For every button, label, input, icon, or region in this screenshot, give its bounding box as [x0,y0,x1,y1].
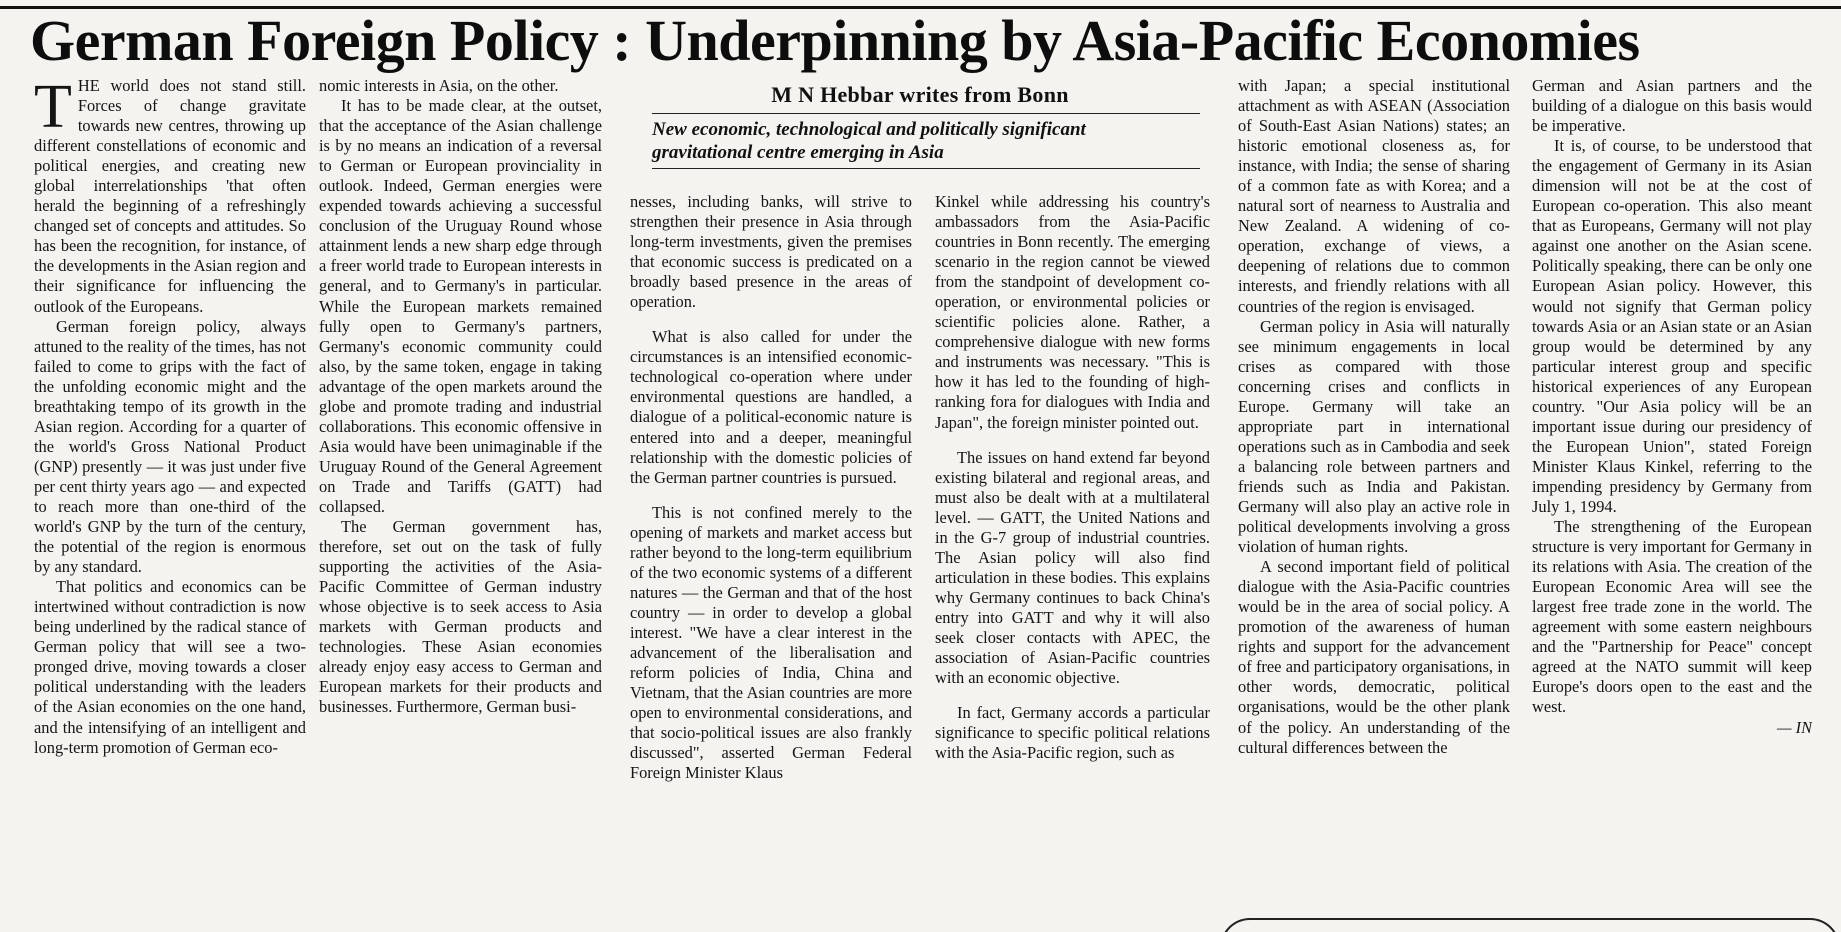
col5-paragraph-3: A second important field of political dialogue with the Asia-Pacific countries would be in the area of social policy. A promotion of the awareness of human rights and support for the advancement of free and participatory organisations, in other words, democratic, political organisations, would be the other plank of the policy. An understanding of the cultural differences between the [1238,557,1510,757]
col5-paragraph-2: German policy in Asia will naturally see minimum engagements in local crises as compared with those concerning crises and conflicts in Europe. Germany will take an appropriate part in international operations such as in Cambodia and seek a balancing role between partners and friends such as India and Pakistan. Germany will also play an active role in political developments involving a gross violation of human rights. [1238,316,1510,557]
col3-paragraph-2: What is also called for under the circumstances is an intensified economic-technological co-operation where under environmental questions are handled, a dialogue of a political-economic nature is entered into and a deeper, meaningful relationship with the domestic policies of the German partner countries is pursued. [630,327,912,487]
col6-paragraph-3: The strengthening of the European structure is very important for Germany in its relations with Asia. The creation of the European Economic Area will see the largest free trade zone in the world. The agreement with some eastern neighbours and the "Partnership for Peace" concept agreed at the NATO summit will keep Europe's doors open to the east and the west. [1532,517,1812,717]
col6-paragraph-1: German and Asian partners and the building of a dialogue on this basis would be imperative. [1532,76,1812,136]
col1-paragraph-1 [34,76,306,317]
headline: German Foreign Policy : Underpinning by Asia-Pacific Economies [30,8,1640,73]
col4-paragraph-2: The issues on hand extend far beyond existing bilateral and regional areas, and must also be dealt with at a multilateral level. — GATT, the United Nations and in the G-7 group of industrial countries. The Asian policy will also find articulation in these bodies. This explains why Germany continues to back China's entry into GATT and why it will also seek closer contacts with APEC, the association of Asian-Pacific countries with an economic objective. [935,447,1210,688]
col1-paragraph-3: That politics and economics can be intertwined without contradiction is now being underlined by the radical stance of German policy that will see a two-pronged drive, moving towards a closer political understanding with the leaders of the Asian economies on the one hand, and the intensifying of an intelligent and long-term promotion of German eco- [34,577,306,757]
col4-paragraph-1: Kinkel while addressing his country's ambassadors from the Asia-Pacific countries in Bonn recently. The emerging scenario in the region cannot be viewed from the standpoint of development co-operation, or environmental policies or scientific policies alone. Rather, a comprehensive dialogue with new forms and instruments was necessary. "This is how it has led to the founding of high-ranking fora for dialogues with India and Japan", the foreign minister pointed out. [935,192,1210,432]
column-5 [1238,76,1510,932]
drop-cap: T [34,76,72,141]
col1-paragraph-1-text: HE world does not stand still. Forces of change gravitate towards new centres, throwing up different constellations of economic and political energies, and creating new global interrelationships 'that often herald the beginning of a refreshingly changed set of concepts and attitudes. So has been the recognition, for instance, of the developments in the Asian region and their significance for influencing the outlook of the Europeans. [34,76,306,316]
column-4 [935,192,1210,932]
col5-paragraph-1: with Japan; a special institutional attachment as with ASEAN (Association of South-East Asian Nations) states; an historic emotional closeness as, for instance, with India; the sense of sharing of a common fate as with Korea; and a natural sort of nearness to Australia and New Zealand. A widening of co-operation, exchange of views, a deepening of relations due to common interests, and friendly relations with all countries of the region is envisaged. [1238,76,1510,316]
byline-rule-bottom [652,168,1200,169]
column-6 [1532,76,1812,932]
col3-paragraph-3: This is not confined merely to the opening of markets and market access but rather beyond to the long-term equilibrium of the two economic systems of a different natures — the German and that of the host country — in order to develop a global interest. "We have a clear interest in the advancement of the liberalisation and reform policies of India, China and Vietnam, that the Asian countries are more open to environmental considerations, and that socio-political issues are also frankly discussed", asserted German Federal Foreign Minister Klaus [630,502,912,783]
byline: M N Hebbar writes from Bonn [771,82,1069,107]
col2-paragraph-1: nomic interests in Asia, on the other. [319,76,559,95]
col1-paragraph-2: German foreign policy, always attuned to the reality of the times, has not failed to come to grips with the fact of the unfolding economic might and the breathtaking tempo of its growth in the Asian region. According for a quarter of the world's Gross National Product (GNP) presently — it was just under five per cent thirty years ago — and expected to reach more than one-third of the world's GNP by the turn of the century, the potential of the region is enormous by any standard. [34,316,306,577]
byline-box [640,80,1200,175]
signature: — IN [1776,717,1812,737]
deck: New economic, technological and politically significant gravitational centre emerging in Asia [652,119,1086,163]
column-1 [34,76,306,932]
col6-paragraph-2: It is, of course, to be understood that the engagement of Germany in its Asian dimension will not be at the cost of European co-operation. This also meant that as Europeans, Germany will not play against one another on the Asian scene. Politically speaking, there can be only one European Asian policy. However, this would not signify that German policy towards Asia or an Asian state or an Asian group would be determined by any particular interest group and specific historical experiences of any European country. "Our Asia policy will be an important issue during our presidency of the European Union", stated Foreign Minister Klaus Kinkel, referring to the impending presidency by Germany from July 1, 1994. [1532,136,1812,516]
col2-paragraph-2: It has to be made clear, at the outset, that the acceptance of the Asian challenge is by no means an indication of a reversal to German or European provinciality in outlook. Indeed, German energies were expended towards achieving a successful conclusion of the Uruguay Round whose attainment lends a new sharp edge through a freer world trade to European interests in general, and to Germany's in particular. While the European markets remained fully open to Germany's partners, Germany's economic community could also, by the same token, engage in taking advantage of the open markets around the globe and promote trading and industrial collaborations. This economic offensive in Asia would have been unimaginable if the Uruguay Round of the General Agreement on Trade and Tariffs (GATT) had collapsed. [319,96,602,516]
col4-paragraph-3: In fact, Germany accords a particular significance to specific political relations with the Asia-Pacific region, such as [935,703,1210,763]
column-2 [319,76,602,932]
col2-paragraph-3: The German government has, therefore, set out on the task of fully supporting the activities of the Asia-Pacific Committee of German industry whose objective is to seek access to Asia markets with German products and technologies. These Asian economies already enjoy easy access to German and European markets for their products and businesses. Furthermore, German busi- [319,517,602,717]
col3-paragraph-1: nesses, including banks, will strive to strengthen their presence in Asia through long-term investments, given the premises that economic success is predicated on a broadly based presence in the areas of operation. [630,192,912,312]
column-3 [630,192,912,932]
bottom-border-arc [1220,918,1840,932]
